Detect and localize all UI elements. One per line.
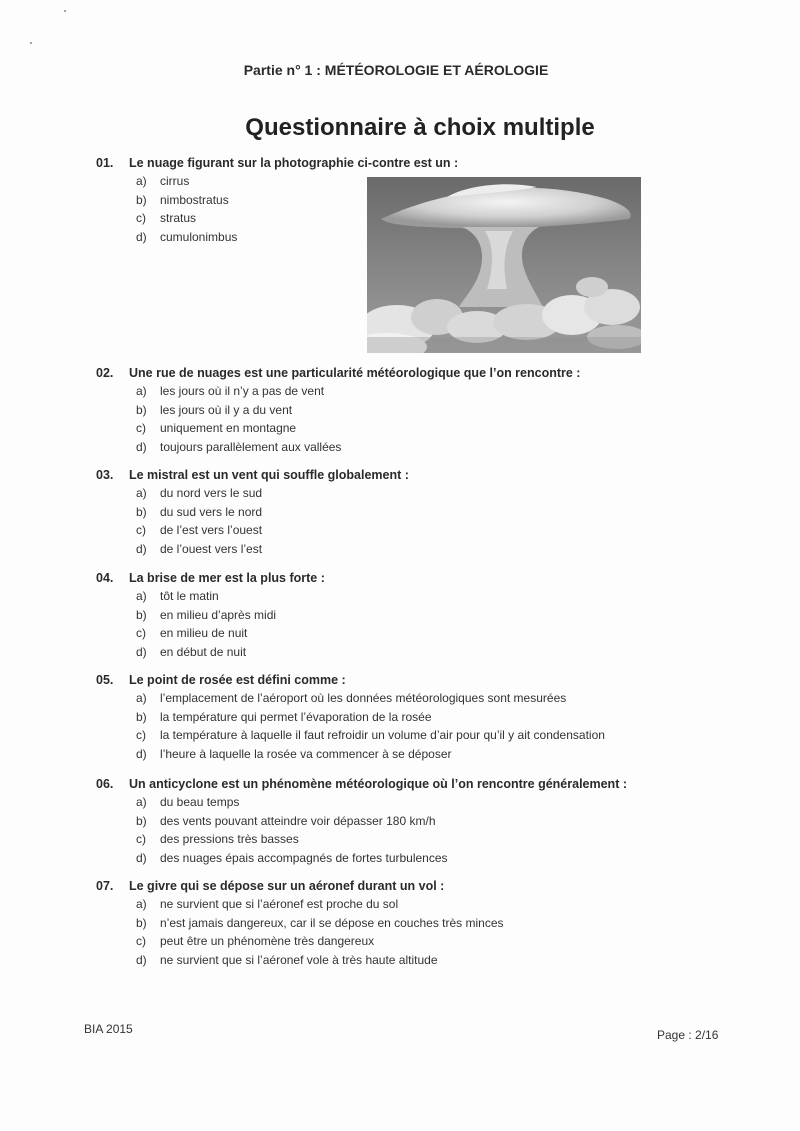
question-number: 06. [96,777,114,791]
option-text: ne survient que si l’aéronef est proche du sol [160,897,399,911]
option-b [96,812,716,831]
option-text: la température qui permet l’évaporation de la rosée [160,709,432,724]
option-letter: c) [136,934,146,948]
option-letter: a) [136,174,147,188]
option-text: les jours où il y a du vent [160,402,293,417]
option-text: l’emplacement de l’aéroport où les données météorologiques sont mesurées [160,691,567,705]
option-text: tôt le matin [160,589,219,603]
option-letter: d) [136,644,147,659]
question-text: Le givre qui se dépose sur un aéronef durant un vol : [129,879,445,893]
question-number: 02. [96,366,114,380]
option-letter: c) [136,832,146,846]
option-text: peut être un phénomène très dangereux [160,934,375,948]
question-03 [96,466,716,558]
option-c [96,624,716,643]
option-d [96,951,716,970]
option-letter: d) [136,439,147,454]
question-number: 05. [96,673,114,687]
option-letter: a) [136,589,147,603]
page-title: Questionnaire à choix multiple [245,114,595,141]
option-c [96,726,716,745]
option-b [96,914,716,933]
question-header [96,569,716,587]
question-text: Le nuage figurant sur la photographie ci-contre est un : [129,156,459,170]
question-number: 01. [96,156,114,170]
question-number: 04. [96,571,114,585]
footer-exam-label: BIA 2015 [84,1022,133,1036]
option-letter: d) [136,229,147,244]
option-letter: c) [136,626,146,640]
question-05 [96,671,716,763]
option-d [96,849,716,868]
option-letter: c) [136,421,146,435]
option-a [96,587,716,606]
option-c [96,830,716,849]
option-b [96,708,716,727]
option-a [96,793,716,812]
option-b [96,606,716,625]
option-letter: c) [136,211,146,225]
option-letter: b) [136,607,147,622]
option-c [96,521,716,540]
question-number: 03. [96,468,114,482]
option-text: n’est jamais dangereux, car il se dépose en couches très minces [160,915,504,930]
option-text: ne survient que si l’aéronef vole à très haute altitude [160,952,438,967]
option-letter: b) [136,192,147,207]
option-text: des nuages épais accompagnés de fortes turbulences [160,850,448,865]
cumulonimbus-photo [367,177,641,353]
option-letter: a) [136,486,147,500]
part-title: Partie n° 1 : MÉTÉOROLOGIE ET AÉROLOGIE [243,62,549,78]
footer-page-number: Page : 2/16 [657,1028,719,1042]
option-a [96,895,716,914]
option-c [96,419,716,438]
option-a [96,382,716,401]
option-text: uniquement en montagne [160,421,297,435]
question-06 [96,775,716,867]
option-text: nimbostratus [160,192,229,207]
option-text: en début de nuit [160,644,247,659]
option-letter: c) [136,728,146,742]
question-text: Un anticyclone est un phénomène météorologique où l’on rencontre généralement : [129,777,627,791]
option-text: des vents pouvant atteindre voir dépasser 180 km/h [160,813,436,828]
option-text: la température à laquelle il faut refroidir un volume d’air pour qu’il y ait condensation [160,728,605,742]
option-letter: a) [136,691,147,705]
option-text: des pressions très basses [160,832,299,846]
option-d [96,540,716,559]
option-letter: d) [136,952,147,967]
option-text: en milieu de nuit [160,626,248,640]
question-number: 07. [96,879,114,893]
option-letter: b) [136,709,147,724]
option-text: toujours parallèlement aux vallées [160,439,342,454]
scan-speck [30,42,32,44]
option-letter: b) [136,504,147,519]
option-text: de l’ouest vers l’est [160,541,263,556]
question-04 [96,569,716,661]
option-letter: a) [136,897,147,911]
question-02 [96,364,716,456]
option-letter: a) [136,384,147,398]
question-text: Le mistral est un vent qui souffle globalement : [129,468,409,482]
question-header [96,364,716,382]
question-header [96,154,716,172]
option-letter: a) [136,795,147,809]
option-text: stratus [160,211,197,225]
option-b [96,503,716,522]
option-d [96,745,716,764]
option-text: du sud vers le nord [160,504,263,519]
option-letter: d) [136,541,147,556]
option-a [96,689,716,708]
option-letter: c) [136,523,146,537]
option-text: l’heure à laquelle la rosée va commencer à se déposer [160,746,452,761]
option-d [96,438,716,457]
option-text: de l’est vers l’ouest [160,523,263,537]
option-text: en milieu d’après midi [160,607,277,622]
option-b [96,401,716,420]
question-header [96,775,716,793]
question-text: Une rue de nuages est une particularité météorologique que l’on rencontre : [129,366,581,380]
option-text: cirrus [160,174,190,188]
option-letter: d) [136,746,147,761]
question-header [96,877,716,895]
question-header [96,671,716,689]
option-letter: b) [136,915,147,930]
question-07 [96,877,716,969]
option-c [96,932,716,951]
option-letter: d) [136,850,147,865]
option-text: les jours où il n’y a pas de vent [160,384,325,398]
option-a [96,484,716,503]
option-text: du beau temps [160,795,240,809]
question-text: La brise de mer est la plus forte : [129,571,325,585]
option-text: du nord vers le sud [160,486,263,500]
option-letter: b) [136,402,147,417]
option-d [96,643,716,662]
question-text: Le point de rosée est défini comme : [129,673,346,687]
question-header [96,466,716,484]
option-text: cumulonimbus [160,229,238,244]
scan-speck [64,10,66,12]
option-letter: b) [136,813,147,828]
